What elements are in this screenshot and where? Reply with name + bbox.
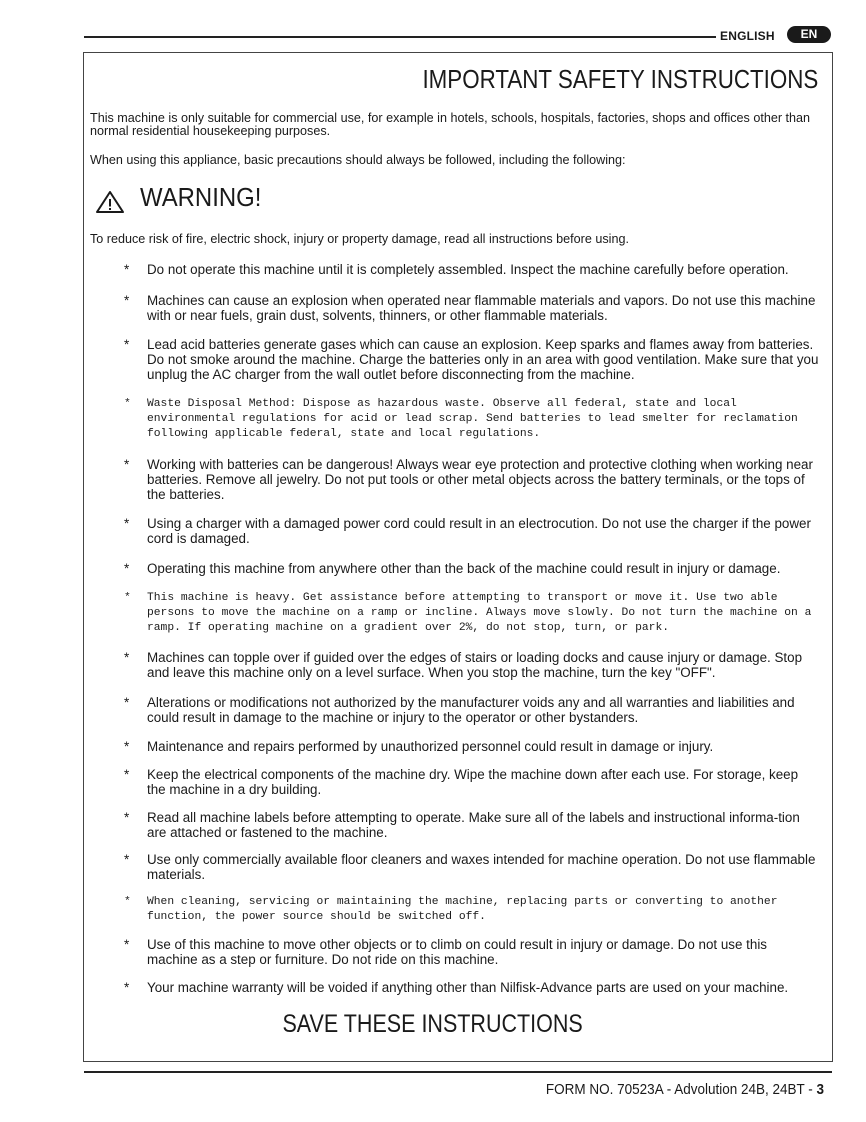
page-number: 3	[816, 1081, 824, 1098]
closing-heading	[0, 1010, 866, 1039]
bullet-marker: *	[124, 592, 131, 604]
list-item-text: Your machine warranty will be voided if anything other than Nilfisk-Advance parts are used on your machine.	[147, 980, 789, 995]
bullet-marker: *	[124, 398, 131, 410]
page-footer	[546, 1081, 824, 1098]
list-item-text: Using a charger with a damaged power cord could result in an electrocution. Do not use the charger if the power cord is damaged.	[147, 516, 811, 546]
bullet-marker: *	[124, 937, 130, 952]
bullet-marker: *	[124, 650, 130, 665]
list-item-text: When cleaning, servicing or maintaining the machine, replacing parts or converting to another function, the power source should be switched off.	[147, 896, 778, 923]
bullet-marker: *	[124, 767, 130, 782]
list-item-text: Operating this machine from anywhere other than the back of the machine could result in injury or damage.	[147, 561, 781, 576]
bullet-marker: *	[124, 516, 130, 531]
warning-triangle-icon	[95, 190, 125, 214]
footer-rule	[84, 1071, 832, 1073]
warning-title: WARNING!	[140, 182, 262, 212]
bullet-marker: *	[124, 980, 130, 995]
list-item-text: Lead acid batteries generate gases which can cause an explosion. Keep sparks and flames away from batteries. Do not smoke around the machine. Charge the batteries only in an area with good ventilation. Make sure that you unplug the AC charger from the wall outlet before disconnecting from the machine.	[147, 337, 819, 382]
bullet-marker: *	[124, 561, 130, 576]
list-item-text: This machine is heavy. Get assistance before attempting to transport or move it. Use two able persons to move the machine on a ramp or incline. Always move slowly. Do not turn the machine on a ramp. If operating machine on a gradient over 2%, do not stop, turn, or park.	[147, 592, 812, 634]
list-item-text: Read all machine labels before attempting to operate. Make sure all of the labels and instructional informa-tion are attached or fastened to the machine.	[147, 810, 800, 840]
bullet-marker: *	[124, 852, 130, 867]
bullet-marker: *	[124, 262, 130, 277]
list-item-text: Machines can cause an explosion when operated near flammable materials and vapors. Do not use this machine with or near fuels, grain dust, solvents, thinners, or other flammable materials.	[147, 293, 816, 323]
list-item-text: Alterations or modifications not authorized by the manufacturer voids any and all warranties and liabilities and could result in damage to the machine or injury to the operator or other bystanders.	[147, 695, 795, 725]
bullet-marker: *	[124, 337, 130, 352]
intro-paragraph-2: When using this appliance, basic precautions should always be followed, including the following:	[90, 153, 626, 167]
language-label: ENGLISH	[720, 29, 775, 43]
bullet-marker: *	[124, 810, 130, 825]
list-item-text: Machines can topple over if guided over the edges of stairs or loading docks and cause injury or damage. Stop and leave this machine only on a level surface. When you stop the machine, turn the key "OFF".	[147, 650, 803, 680]
language-badge: EN	[787, 26, 831, 43]
bullet-marker: *	[124, 457, 130, 472]
header-rule	[84, 36, 716, 38]
list-item-text: Do not operate this machine until it is completely assembled. Inspect the machine carefully before operation.	[147, 262, 789, 277]
bullet-marker: *	[124, 739, 130, 754]
bullet-marker: *	[124, 695, 130, 710]
footer-form-number: FORM NO. 70523A - Advolution 24B, 24BT -	[545, 1081, 817, 1098]
list-item-text: Keep the electrical components of the machine dry. Wipe the machine down after each use. For storage, keep the machine in a dry building.	[147, 767, 799, 797]
warning-lead-text: To reduce risk of fire, electric shock, injury or property damage, read all instructions before using.	[90, 232, 629, 246]
list-item-text: Use of this machine to move other objects or to climb on could result in injury or damage. Do not use this machine as a step or furniture. Do not ride on this machine.	[147, 937, 767, 967]
bullet-marker: *	[124, 896, 131, 908]
bullet-marker: *	[124, 293, 130, 308]
list-item-text: Waste Disposal Method: Dispose as hazardous waste. Observe all federal, state and local environmental regulations for acid or lead scrap. Send batteries to lead smelter for reclamation following applicable federal, state and local regulations.	[147, 398, 798, 440]
list-item-text: Working with batteries can be dangerous! Always wear eye protection and protective clothing when working near batteries. Remove all jewelry. Do not put tools or other metal objects across the battery terminals, or the tops of the batteries.	[147, 457, 813, 502]
intro-paragraph-1: This machine is only suitable for commercial use, for example in hotels, schools, hospitals, factories, shops and offices other than normal residential housekeeping purposes.	[90, 111, 811, 138]
closing-heading-text: SAVE THESE INSTRUCTIONS	[282, 1010, 584, 1038]
page-title: IMPORTANT SAFETY INSTRUCTIONS	[422, 64, 818, 94]
list-item-text: Maintenance and repairs performed by unauthorized personnel could result in damage or injury.	[147, 739, 714, 754]
list-item-text: Use only commercially available floor cleaners and waxes intended for machine operation. Do not use flammable materials.	[147, 852, 816, 882]
